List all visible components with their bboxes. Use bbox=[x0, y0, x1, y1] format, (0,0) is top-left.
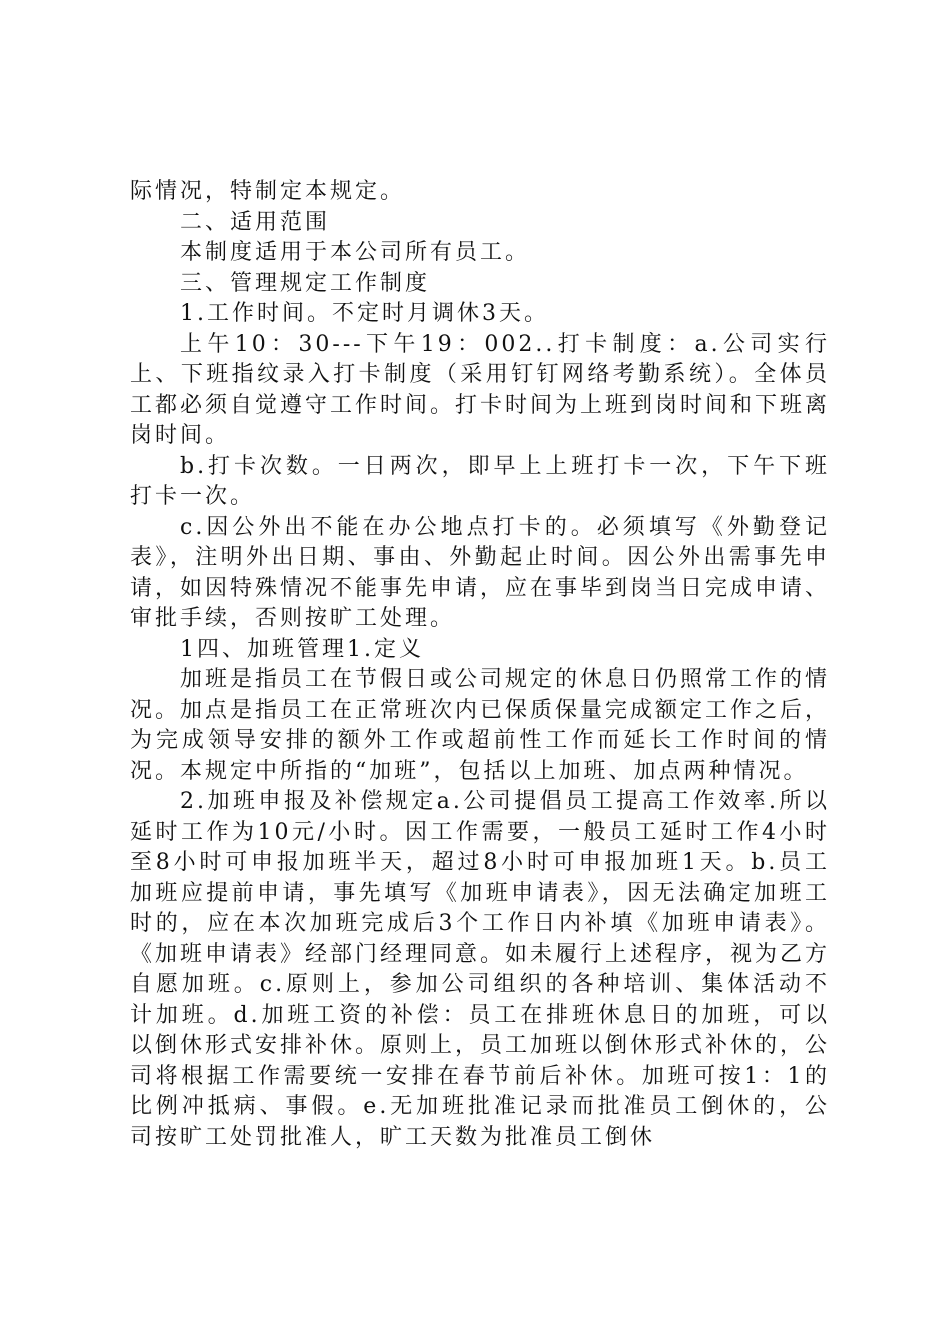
section-heading-rules: 三、管理规定工作制度 bbox=[180, 270, 431, 296]
paragraph-work-time: 1.工作时间。不定时月调休3天。 bbox=[180, 301, 549, 326]
paragraph-overtime-definition: 加班是指员工在节假日或公司规定的休息日仍照常工作的情况。加点是指员工在正常班次内已保质保量完成额定工作之后，为完成领导安排的额外工作或超前性工作而延长工作时间的情况。本规定中所指的“加班”，包括以上加班、加点两种情况。 bbox=[130, 667, 831, 784]
paragraph-continuation: 际情况，特制定本规定。 bbox=[130, 179, 406, 204]
paragraph-overtime-compensation: 2.加班申报及补偿规定a.公司提倡员工提高工作效率.所以延时工作为10元/小时。因工作需要，一般员工延时工作4小时至8小时可申报加班半天，超过8小时可申报加班1天。b.员工加班应提前申请，事先填写《加班申请表》，因无法确定加班工时的，应在本次加班完成后3个工作日内补填《加班申请表》。《加班申请表》经部门经理同意。如未履行上述程序，视为乙方自愿加班。c.原则上，参加公司组织的各种培训、集体活动不计加班。d.加班工资的补偿：员工在排班休息日的加班，可以以倒休形式安排补休。原则上，员工加班以倒休形式补休的，公司将根据工作需要统一安排在春节前后补休。加班可按1：1的比例冲抵病、事假。e.无加班批准记录而批准员工倒休的，公司按旷工处罚批准人，旷工天数为批准员工倒休 bbox=[130, 789, 831, 1150]
paragraph-field-work: c.因公外出不能在办公地点打卡的。必须填写《外勤登记表》，注明外出日期、事由、外勤起止时间。因公外出需事先申请，如因特殊情况不能事先申请，应在事毕到岗当日完成申请、审批手续，否则按旷工处理。 bbox=[130, 514, 831, 631]
paragraph-scope: 本制度适用于本公司所有员工。 bbox=[180, 240, 531, 265]
section-heading-overtime: 1四、加班管理1.定义 bbox=[180, 636, 424, 662]
section-heading-scope: 二、适用范围 bbox=[180, 209, 331, 235]
document-body bbox=[130, 177, 830, 1153]
paragraph-clock-in-count: b.打卡次数。一日两次，即早上上班打卡一次，下午下班打卡一次。 bbox=[130, 453, 830, 509]
paragraph-clock-in-system: 上午10：30---下午19：002..打卡制度：a.公司实行上、下班指纹录入打卡制度（采用钉钉网络考勤系统）。全体员工都必须自觉遵守工作时间。打卡时间为上班到岗时间和下班离岗时间。 bbox=[130, 331, 831, 448]
